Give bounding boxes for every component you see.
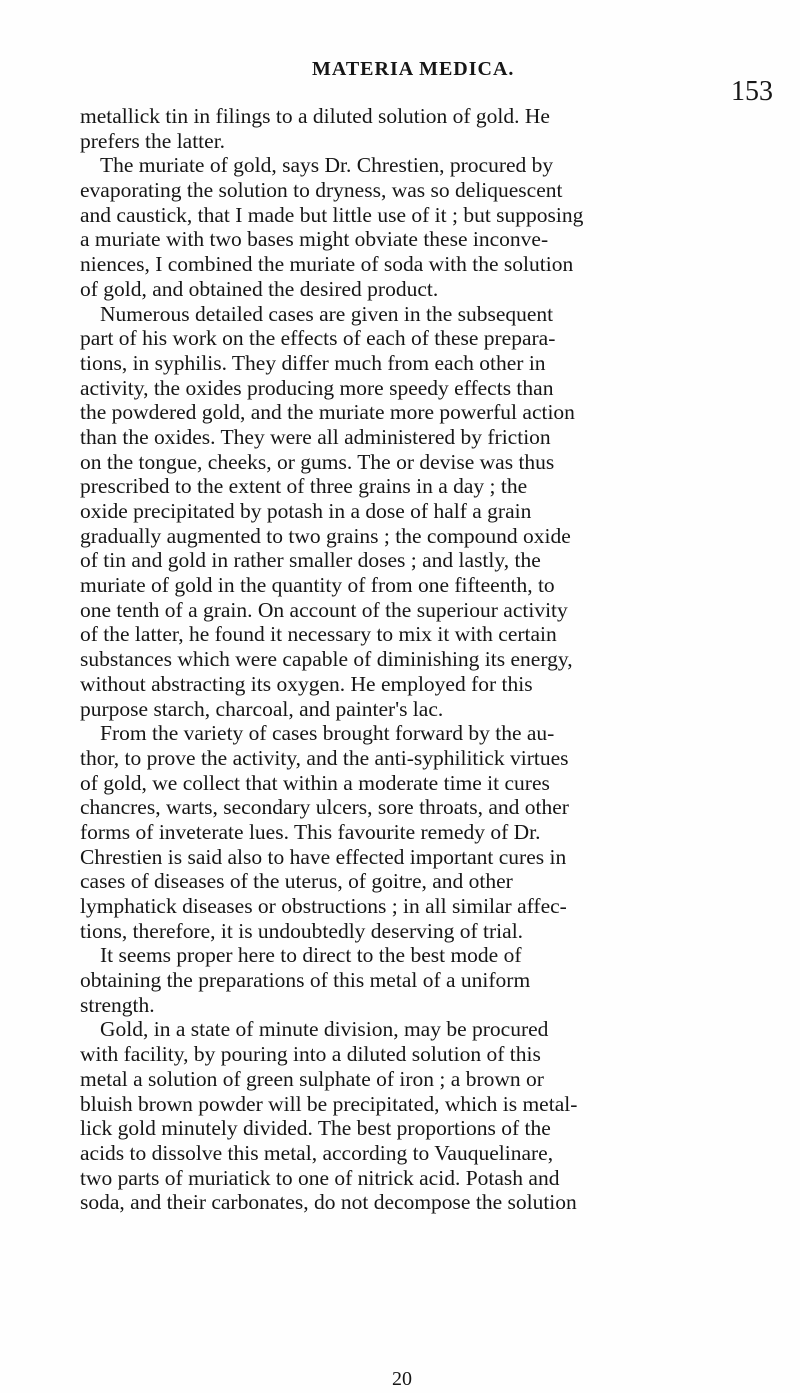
- text-line: prescribed to the extent of three grains in a day ; the: [80, 474, 528, 499]
- text-line: It seems proper here to direct to the best mode of: [100, 943, 522, 968]
- text-line: The muriate of gold, says Dr. Chrestien, procured by: [100, 153, 554, 178]
- body-text: [80, 104, 780, 1215]
- text-line: of tin and gold in rather smaller doses ; and lastly, the: [80, 548, 541, 573]
- text-line: Chrestien is said also to have effected important cures in: [80, 844, 567, 869]
- text-line: prefers the latter.: [80, 128, 226, 153]
- text-line: gradually augmented to two grains ; the compound oxide: [80, 523, 571, 548]
- text-line: forms of inveterate lues. This favourite remedy of Dr.: [80, 819, 541, 844]
- running-head: MATERIA MEDICA.: [312, 58, 515, 80]
- text-line: acids to dissolve this metal, according to Vauquelinare,: [80, 1140, 554, 1165]
- text-line: part of his work on the effects of each of these prepara-: [80, 326, 556, 351]
- text-line: From the variety of cases brought forward by the au-: [100, 721, 555, 746]
- text-line: strength.: [80, 992, 155, 1017]
- text-line: one tenth of a grain. On account of the superiour activity: [80, 597, 568, 622]
- text-line: activity, the oxides producing more speedy effects than: [80, 375, 554, 400]
- text-line: tions, therefore, it is undoubtedly deserving of trial.: [80, 918, 524, 943]
- text-line: chancres, warts, secondary ulcers, sore throats, and other: [80, 795, 569, 820]
- page-number: 153: [731, 76, 773, 107]
- text-line: of gold, and obtained the desired product.: [80, 276, 439, 301]
- text-line: lick gold minutely divided. The best proportions of the: [80, 1116, 551, 1141]
- text-line: the powdered gold, and the muriate more powerful action: [80, 400, 575, 425]
- text-line: cases of diseases of the uterus, of goitre, and other: [80, 869, 513, 894]
- text-line: metal a solution of green sulphate of iron ; a brown or: [80, 1066, 544, 1091]
- text-line: tions, in syphilis. They differ much from each other in: [80, 350, 546, 375]
- text-line: than the oxides. They were all administered by friction: [80, 424, 551, 449]
- text-line: of the latter, he found it necessary to mix it with certain: [80, 622, 557, 647]
- text-line: without abstracting its oxygen. He employed for this: [80, 671, 533, 696]
- text-line: lymphatick diseases or obstructions ; in all similar affec-: [80, 894, 567, 918]
- text-line: of gold, we collect that within a moderate time it cures: [80, 770, 550, 795]
- signature-mark: 20: [392, 1368, 412, 1390]
- text-line: and caustick, that I made but little use of it ; but supposing: [80, 202, 584, 227]
- text-line: bluish brown powder will be precipitated, which is metal-: [80, 1091, 578, 1116]
- text-line: Numerous detailed cases are given in the subsequent: [100, 301, 554, 326]
- text-line: niences, I combined the muriate of soda with the solution: [80, 252, 574, 277]
- text-line: two parts of muriatick to one of nitrick acid. Potash and: [80, 1165, 560, 1190]
- text-line: metallick tin in filings to a diluted solution of gold. He: [80, 104, 550, 128]
- text-line: muriate of gold in the quantity of from one fifteenth, to: [80, 573, 555, 598]
- text-line: a muriate with two bases might obviate these inconve-: [80, 227, 549, 252]
- text-line: soda, and their carbonates, do not decompose the solution: [80, 1190, 577, 1215]
- text-line: oxide precipitated by potash in a dose of half a grain: [80, 499, 532, 523]
- text-line: purpose starch, charcoal, and painter's lac.: [80, 696, 444, 721]
- text-line: substances which were capable of diminishing its energy,: [80, 647, 573, 672]
- text-line: Gold, in a state of minute division, may be procured: [100, 1017, 549, 1042]
- text-line: with facility, by pouring into a diluted solution of this: [80, 1042, 541, 1067]
- text-line: evaporating the solution to dryness, was so deliquescent: [80, 178, 563, 203]
- text-line: on the tongue, cheeks, or gums. The or devise was thus: [80, 449, 555, 474]
- text-line: obtaining the preparations of this metal of a uniform: [80, 968, 531, 993]
- text-line: thor, to prove the activity, and the anti-syphilitick virtues: [80, 745, 569, 770]
